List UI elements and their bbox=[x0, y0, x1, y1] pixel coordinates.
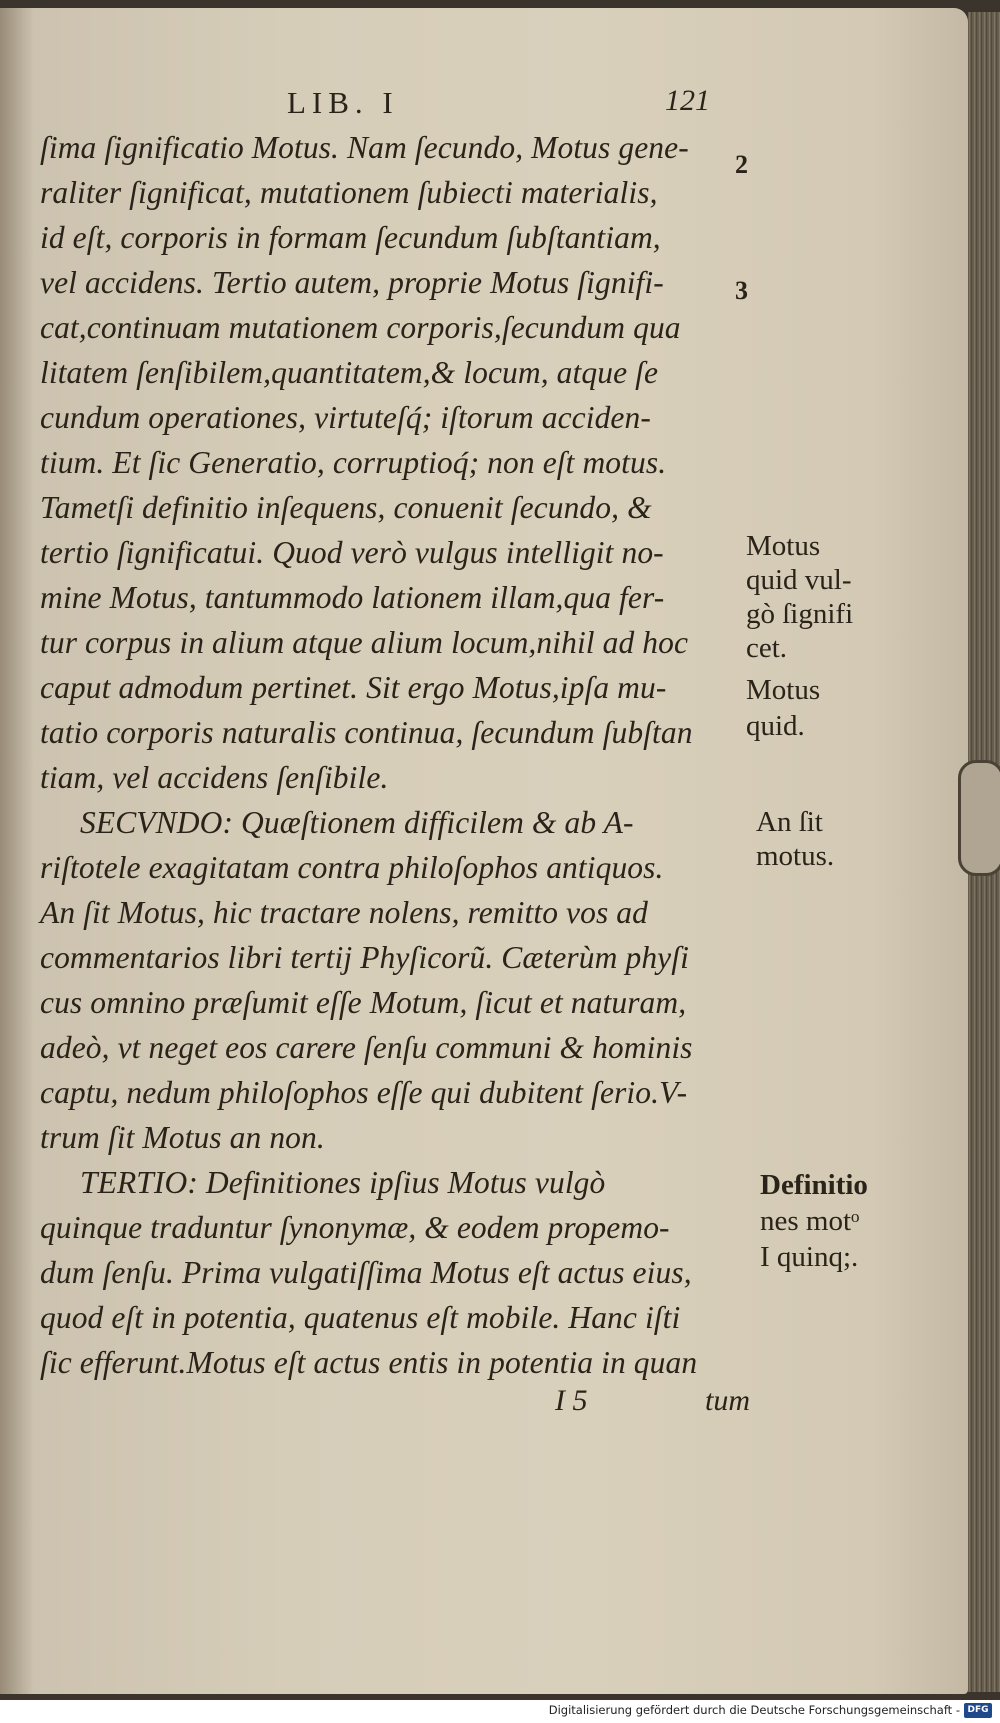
margin-number: 3 bbox=[735, 276, 748, 305]
text-line: captu, nedum philoſophos eſſe qui dubitent ſerio.V- bbox=[40, 1075, 688, 1110]
text-line: Tametſi definitio inſequens, conuenit ſecundo, & bbox=[40, 490, 652, 525]
text-line: cat,continuam mutationem corporis,ſecundum qua bbox=[40, 310, 681, 345]
margin-number: 2 bbox=[735, 150, 748, 179]
dfg-logo-icon: DFG bbox=[964, 1703, 992, 1718]
text-line: ſic efferunt.Motus eſt actus entis in potentia in quan bbox=[40, 1345, 698, 1380]
text-line: quinque traduntur ſynonymæ, & eodem propemo- bbox=[40, 1210, 670, 1245]
text-line: tur corpus in alium atque alium locum,nihil ad hoc bbox=[40, 625, 689, 660]
text-line: TERTIO: Definitiones ipſius Motus vulgò bbox=[80, 1165, 606, 1200]
text-line: trum ſit Motus an non. bbox=[40, 1120, 325, 1155]
margin-note-line: nes motᵒ bbox=[760, 1205, 860, 1237]
text-line: id eſt, corporis in formam ſecundum ſubſtantiam, bbox=[40, 220, 661, 255]
text-line: quod eſt in potentia, quatenus eſt mobile. Hanc iſti bbox=[40, 1300, 681, 1335]
margin-note-line: Motus bbox=[746, 530, 821, 562]
margin-note-line: cet. bbox=[746, 632, 788, 664]
running-head: LIB. I bbox=[287, 85, 399, 120]
text-line: vel accidens. Tertio autem, proprie Motus ſignifi- bbox=[40, 265, 664, 300]
page-number: 121 bbox=[665, 84, 710, 117]
text-line: cundum operationes, virtuteſq́; iſtorum acciden- bbox=[40, 400, 651, 435]
text-line: caput admodum pertinet. Sit ergo Motus,ipſa mu- bbox=[40, 670, 667, 705]
text-line: tertio ſignificatui. Quod verò vulgus intelligit no- bbox=[40, 535, 664, 570]
margin-note-line: An ſit bbox=[756, 806, 823, 838]
text-line: litatem ſenſibilem,quantitatem,& locum, atque ſe bbox=[40, 355, 659, 390]
funding-credit: Digitalisierung gefördert durch die Deutsche Forschungsgemeinschaft - bbox=[548, 1703, 960, 1717]
margin-note-line: Motus bbox=[746, 674, 821, 706]
margin-note-line: I quinq;. bbox=[760, 1241, 859, 1273]
text-line: adeò, vt neget eos carere ſenſu communi & hominis bbox=[40, 1030, 693, 1065]
text-line: cus omnino præſumit eſſe Motum, ſicut et naturam, bbox=[40, 985, 687, 1020]
margin-note-line: quid. bbox=[746, 710, 805, 742]
text-line: ſima ſignificatio Motus. Nam ſecundo, Motus gene- bbox=[40, 130, 689, 165]
text-line: commentarios libri tertij Phyſicorũ. Cæterùm phyſi bbox=[40, 940, 689, 975]
margin-note-line: Definitio bbox=[760, 1169, 868, 1201]
margin-note-line: motus. bbox=[756, 840, 835, 872]
text-line: tium. Et ſic Generatio, corruptioq́; non eſt motus. bbox=[40, 445, 667, 480]
margin-note-line: quid vul- bbox=[746, 564, 852, 596]
margin-note-line: gò ſignifi bbox=[746, 598, 854, 630]
text-line: SECVNDO: Quæſtionem difficilem & ab A- bbox=[80, 805, 634, 840]
text-line: dum ſenſu. Prima vulgatiſſima Motus eſt actus eius, bbox=[40, 1255, 692, 1290]
text-line: tiam, vel accidens ſenſibile. bbox=[40, 760, 389, 795]
text-line: tatio corporis naturalis continua, ſecundum ſubſtan bbox=[40, 715, 693, 750]
catchword: tum bbox=[705, 1384, 750, 1417]
signature-mark: I 5 bbox=[555, 1384, 588, 1417]
text-line: riſtotele exagitatam contra philoſophos antiquos. bbox=[40, 850, 664, 885]
text-line: raliter ſignificat, mutationem ſubiecti materialis, bbox=[40, 175, 658, 210]
text-line: An ſit Motus, hic tractare nolens, remitto vos ad bbox=[40, 895, 648, 930]
text-line: mine Motus, tantummodo lationem illam,qua fer- bbox=[40, 580, 665, 615]
